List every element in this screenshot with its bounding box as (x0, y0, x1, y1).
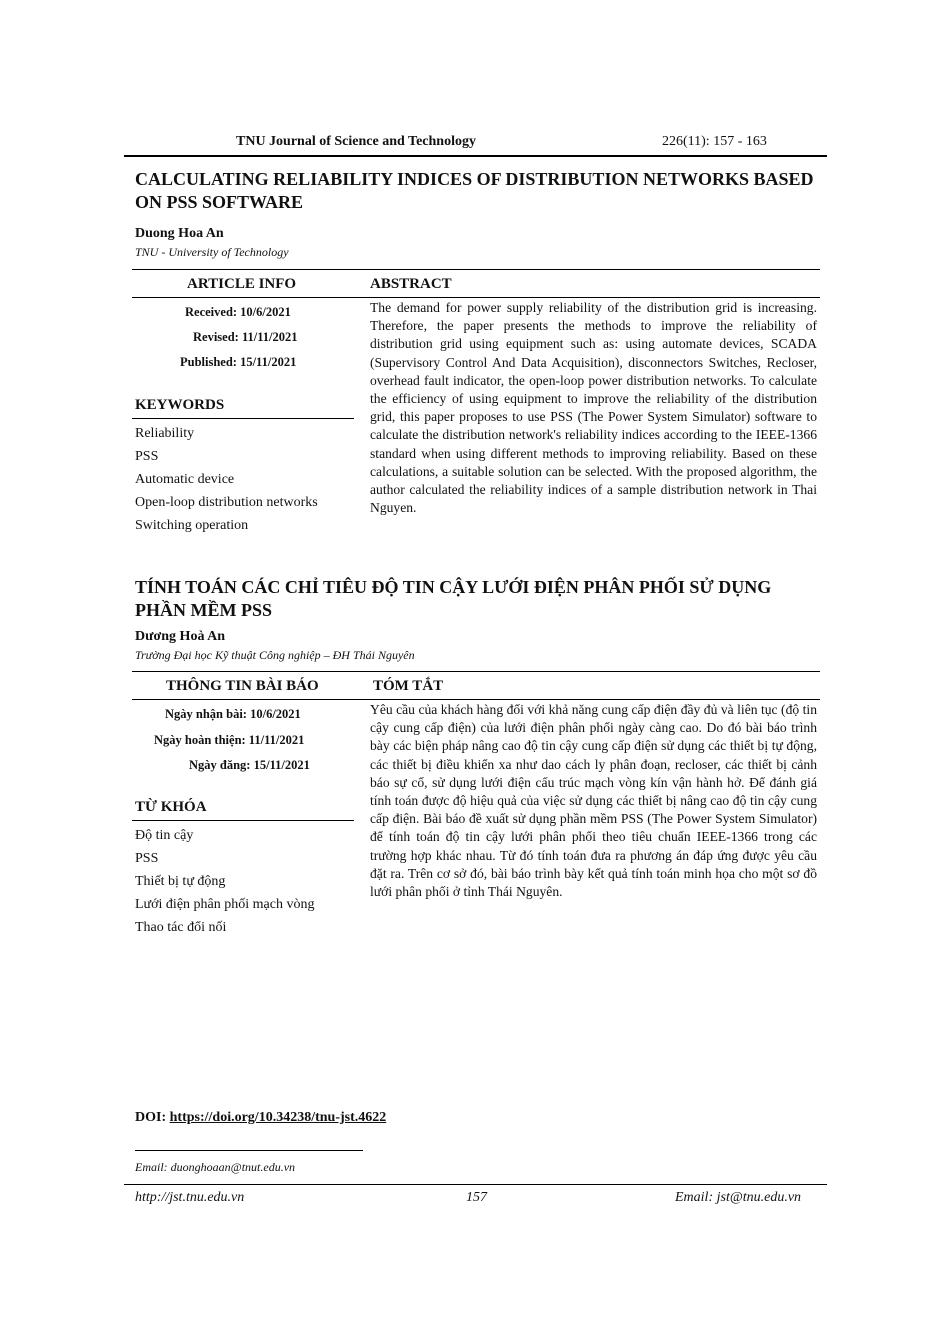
english-author: Duong Hoa An (135, 226, 224, 241)
vi-keywords-rule (132, 820, 354, 821)
article-info-heading: ARTICLE INFO (187, 276, 297, 292)
vietnamese-author: Dương Hoà An (135, 629, 226, 644)
abstract-heading: ABSTRACT (370, 276, 452, 292)
keyword-item: Open-loop distribution networks (135, 495, 318, 510)
footer-email[interactable]: Email: jst@tnu.edu.vn (675, 1190, 802, 1205)
vi-info-mid-rule (132, 699, 820, 700)
abstract-heading-vi: TÓM TẮT (373, 678, 444, 694)
doi-line (135, 1110, 386, 1126)
keyword-item: PSS (135, 449, 159, 464)
revised-date-vi: Ngày hoàn thiện: 11/11/2021 (154, 733, 305, 747)
vi-info-top-rule (132, 671, 820, 672)
published-date-vi: Ngày đăng: 15/11/2021 (189, 758, 310, 772)
volume-pages: 226(11): 157 - 163 (662, 134, 767, 149)
keyword-item: Switching operation (135, 518, 249, 533)
footer-website[interactable]: http://jst.tnu.edu.vn (135, 1190, 245, 1205)
keyword-item: Reliability (135, 426, 195, 441)
keyword-item: Thiết bị tự động (135, 874, 226, 889)
doi-link[interactable]: https://doi.org/10.34238/tnu-jst.4622 (169, 1110, 387, 1125)
keywords-heading-vi: TỪ KHÓA (135, 799, 207, 815)
header-rule (124, 155, 827, 157)
keyword-item: PSS (135, 851, 159, 866)
keyword-item: Lưới điện phân phối mạch vòng (135, 897, 315, 912)
received-date: Received: 10/6/2021 (185, 305, 291, 319)
journal-name: TNU Journal of Science and Technology (236, 134, 476, 149)
article-info-heading-vi: THÔNG TIN BÀI BÁO (166, 678, 319, 694)
author-email: Email: duonghoaan@tnut.edu.vn (135, 1160, 296, 1174)
english-title: CALCULATING RELIABILITY INDICES OF DISTRIBUTION NETWORKS BASED ON PSS SOFTWARE (135, 169, 814, 212)
page-number: 157 (466, 1190, 487, 1205)
received-date-vi: Ngày nhận bài: 10/6/2021 (165, 707, 301, 721)
en-info-mid-rule (132, 297, 820, 298)
footnote-rule (135, 1150, 363, 1151)
revised-date: Revised: 11/11/2021 (193, 330, 298, 344)
vietnamese-affiliation: Trường Đại học Kỹ thuật Công nghiệp – ĐH Thái Nguyên (135, 648, 415, 662)
keyword-item: Thao tác đổi nối (135, 920, 227, 935)
en-keywords-rule (132, 418, 354, 419)
vietnamese-abstract: Yêu cầu của khách hàng đối với khả năng cung cấp điện đầy đủ và liên tục (độ tin cậy cung cấp điện) của lưới điện phân phối ngày càng cao. Do đó bài báo trình bày các biện pháp nâng cao độ tin cậy cung cấp điện sử dụng các thiết bị tự động, các thiết bị điều khiển xa như dao cách ly phân đoạn, recloser, các thiết bị cảnh báo sự cố, sử dụng lưới điện cấu trúc mạch vòng kín vận hành hở. Để đánh giá tính toán được độ hiệu quả của việc sử dụng các thiết bị nâng cao độ tin cậy cung cấp điện. Bài báo đề xuất sử dụng phần mềm PSS (The Power System Simulator) để tính toán độ tin cậy lưới phân phối theo tiêu chuẩn IEEE-1366 trong các trường hợp khác nhau. Từ đó tính toán đưa ra phương án đáp ứng được yêu cầu đặt ra. Trên cơ sở đó, bài báo trình bày kết quả tính toán minh họa cho một sơ đồ lưới phân phối ở tỉnh Thái Nguyên. (370, 702, 817, 900)
english-abstract: The demand for power supply reliability of the distribution grid is increasing. Therefore, the paper presents the methods to improve the reliability of distribution grid using equipment such as: using automate devices, SCADA (Supervisory Control And Data Acquisition), disconnectors Switches, Recloser, overhead fault indicator, the open-loop power distribution networks. To calculate the efficiency of using equipment to improve the reliability of the distribution grid, this paper proposes to use PSS (The Power System Simulator) software to calculate the distribution network's reliability indices according to the IEEE-1366 standard when using different methods to improving reliability. Based on these calculations, a suitable solution can be selected. With the proposed algorithm, the author calculated the reliability indices of a sample distribution network in Thai Nguyen. (370, 300, 817, 516)
keyword-item: Automatic device (135, 472, 235, 487)
published-date: Published: 15/11/2021 (180, 355, 297, 369)
english-affiliation: TNU - University of Technology (135, 245, 289, 259)
keywords-heading: KEYWORDS (135, 397, 225, 413)
keyword-item: Độ tin cậy (135, 828, 194, 843)
en-info-top-rule (132, 269, 820, 270)
doi-label: DOI: (135, 1110, 170, 1125)
vietnamese-title: TÍNH TOÁN CÁC CHỈ TIÊU ĐỘ TIN CẬY LƯỚI ĐIỆN PHÂN PHỐI SỬ DỤNG PHẦN MỀM PSS (135, 577, 772, 620)
footer-rule (124, 1184, 827, 1185)
